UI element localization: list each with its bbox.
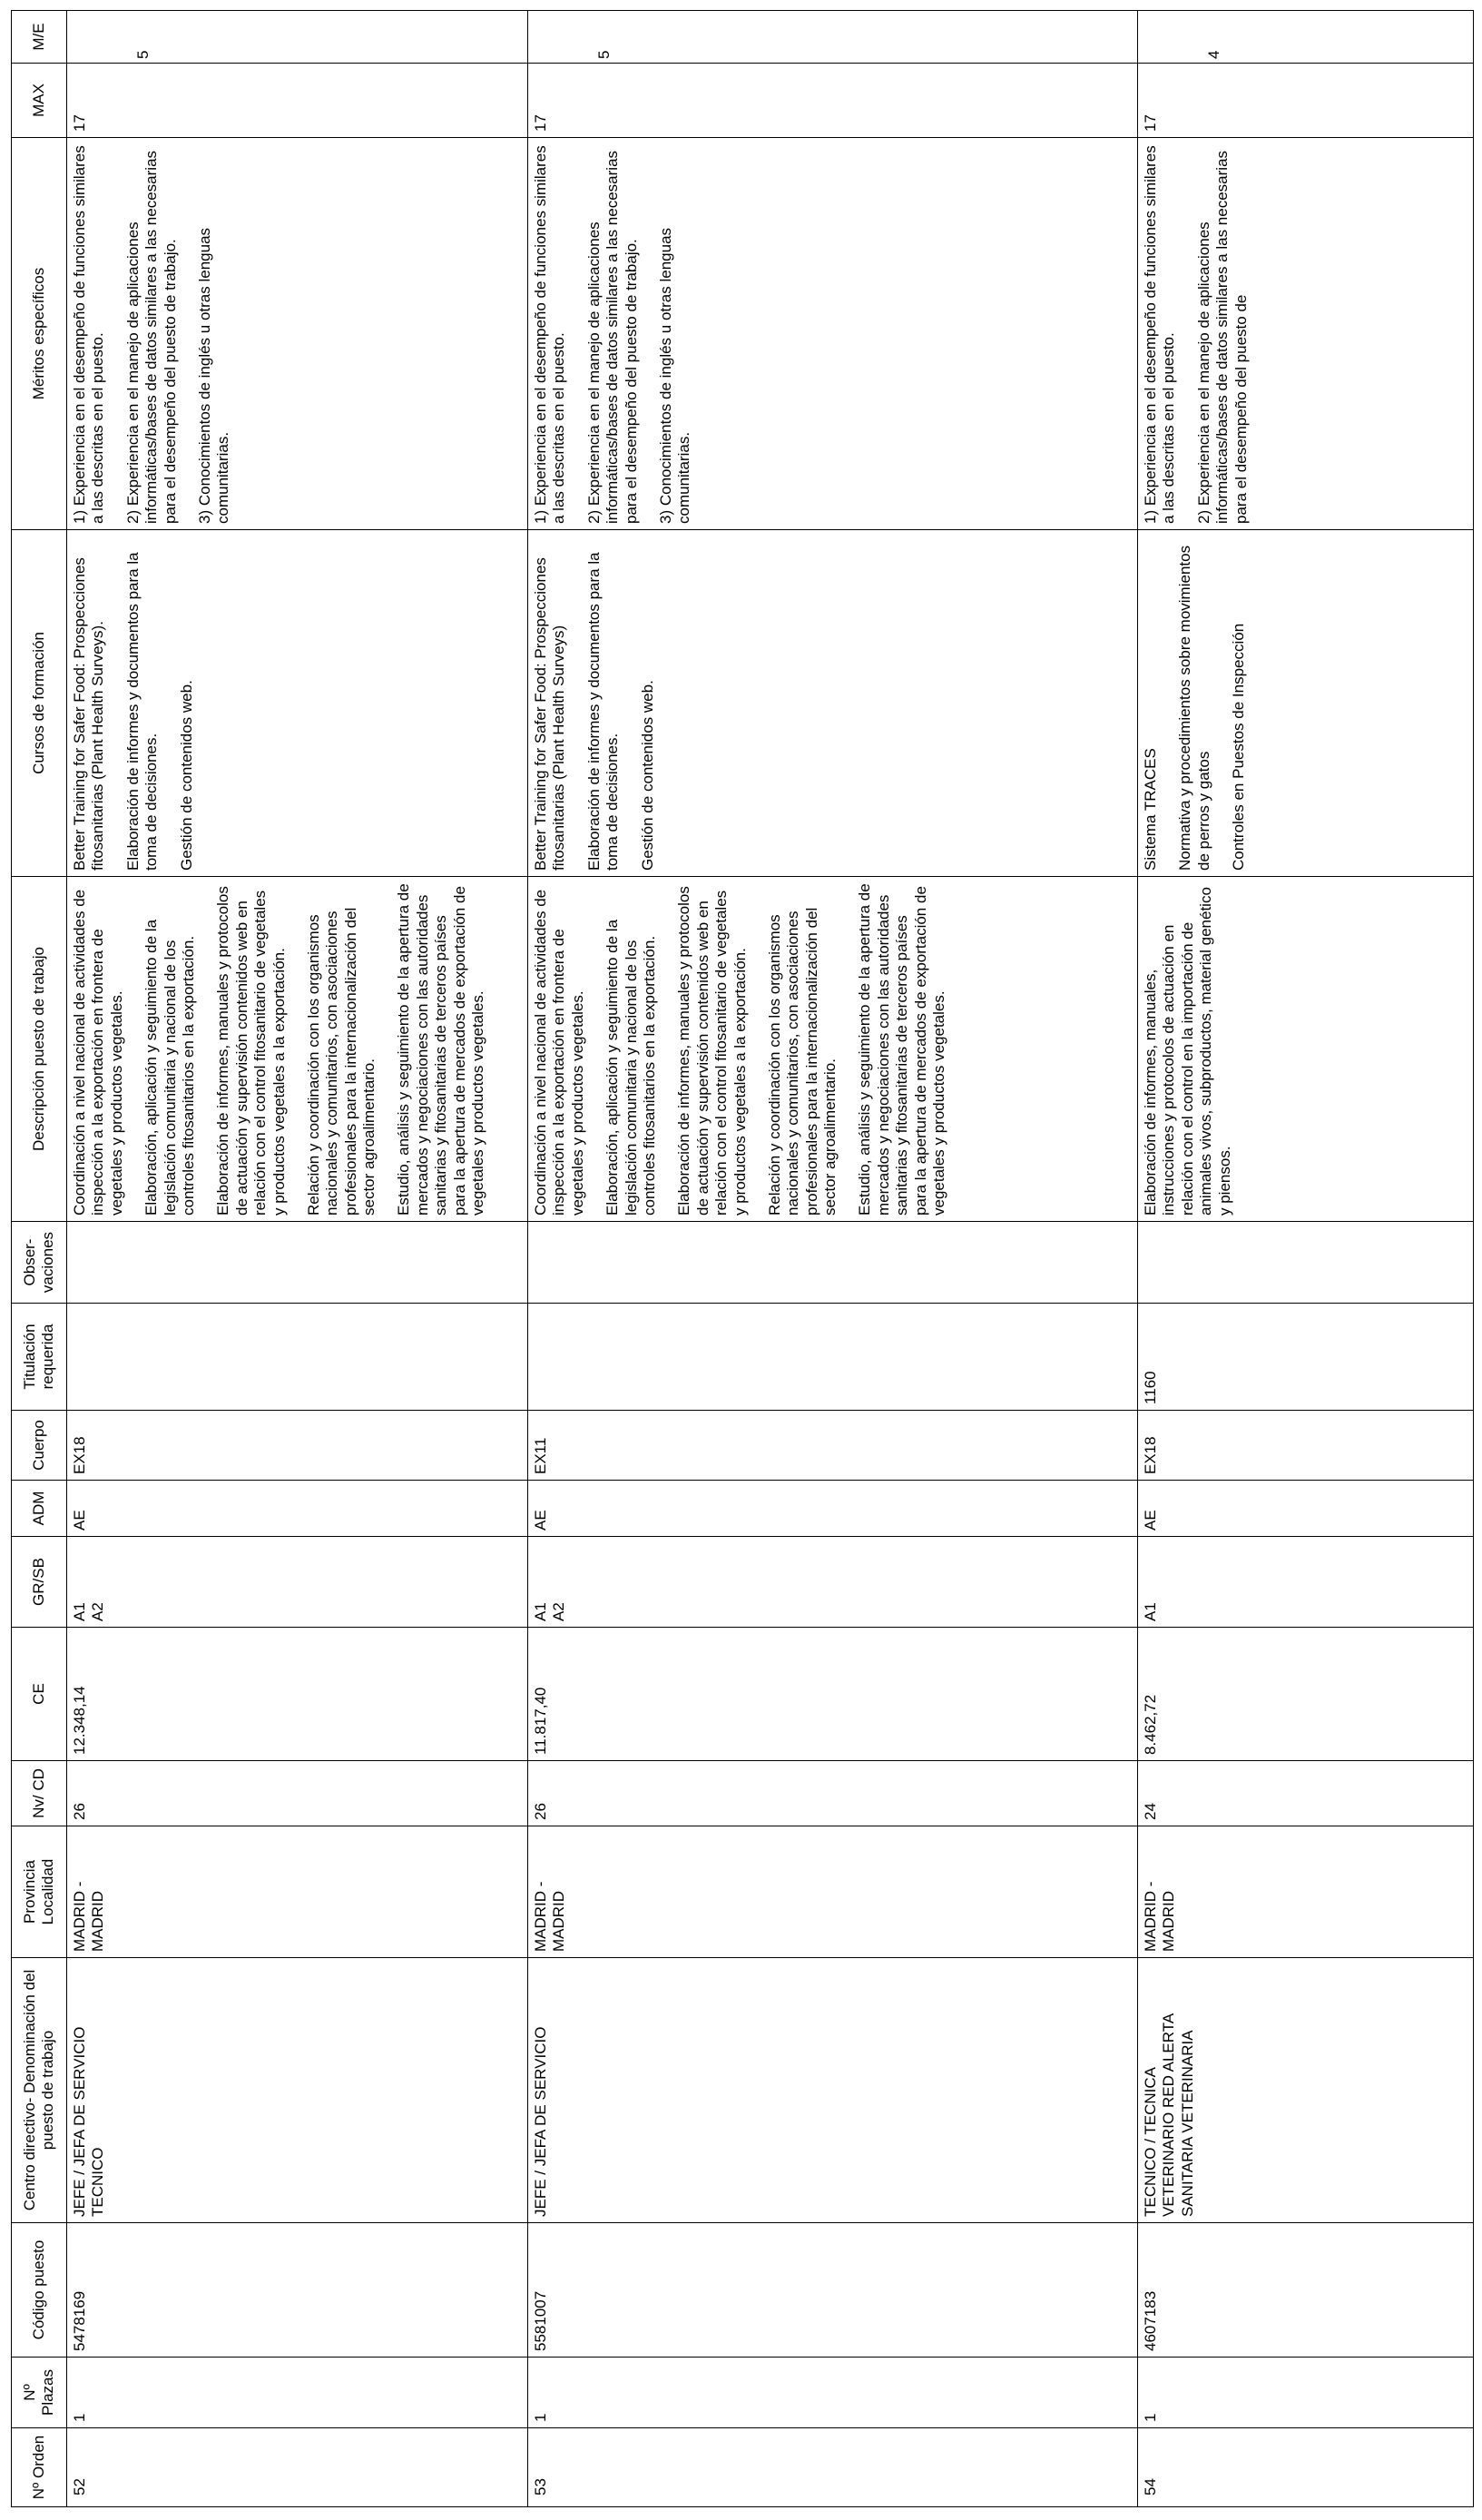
cell-ce: 11.817,40	[528, 1628, 1138, 1761]
cell-adm: AE	[1138, 1481, 1474, 1537]
descripcion-paragraph: Coordinación a nivel nacional de actividades de inspección a la exportación en frontera de vegetales y productos vegetales.	[532, 889, 586, 1216]
descripcion-paragraph: Relación y coordinación con los organismos nacionales y comunitarios, con asociaciones profesionales para la internacionalización del sector agroalimentario.	[765, 907, 839, 1216]
cell-orden: 54	[1138, 2428, 1474, 2507]
max-item: 5	[134, 50, 152, 59]
cell-grsb	[67, 1537, 528, 1628]
grsb-value-1: A1	[1142, 1602, 1159, 1621]
cell-nivel: 24	[1138, 1761, 1474, 1826]
merito-item: 2) Experiencia en el manejo de aplicaciones informáticas/bases de datos similares a las necesarias para el desempeño del puesto de trabajo.	[123, 150, 179, 524]
descripcion-paragraph: Elaboración, aplicación y seguimiento de la legislación comunitaria y nacional de los controles fitosanitarios en la exportación.	[604, 919, 658, 1216]
cell-orden: 52	[67, 2428, 528, 2507]
cell-provincia: MADRID - MADRID	[528, 1826, 1138, 1958]
grsb-value-1: A1	[71, 1602, 88, 1621]
cell-nivel: 26	[67, 1761, 528, 1826]
curso-item: Elaboración de informes y documentos para la toma de decisiones.	[123, 552, 161, 871]
descripcion-paragraph: Elaboración de informes, manuales, instrucciones y protocolos de actuación en relación con el control en la importación de animales vivos, subproductos, material genético y piensos.	[1142, 887, 1233, 1216]
cell-observaciones	[67, 1222, 528, 1304]
cell-meritos	[1138, 138, 1474, 530]
header-descripcion: Descripción puesto de trabajo	[12, 877, 67, 1222]
cell-codigo: 5581007	[528, 2223, 1138, 2358]
curso-item: Better Training for Safer Food: Prospecciones fitosanitarias (Plant Health Surveys)	[532, 557, 568, 871]
descripcion-paragraph: Elaboración de informes, manuales y protocolos de actuación y supervisión contenidos web en relación con el control fitosanitario de vegetales y productos vegetales a la exportación.	[675, 886, 749, 1216]
curso-item: Better Training for Safer Food: Prospecciones fitosanitarias (Plant Health Surveys).	[71, 557, 107, 871]
header-max: MAX	[12, 64, 67, 138]
descripcion-paragraph: Elaboración de informes, manuales y protocolos de actuación y supervisión contenidos web en relación con el control fitosanitario de vegetales y productos vegetales a la exportación.	[214, 886, 288, 1216]
merito-item: 2) Experiencia en el manejo de aplicaciones informáticas/bases de datos similares a las necesarias para el desempeño del puesto de	[1194, 150, 1250, 524]
descripcion-paragraph: Relación y coordinación con los organismos nacionales y comunitarios, con asociaciones profesionales para la internacionalización del sector agroalimentario.	[304, 907, 378, 1216]
merito-item: 1) Experiencia en el desempeño de funciones similares a las descritas en el puesto.	[1142, 145, 1178, 524]
cell-descripcion	[1138, 877, 1474, 1222]
curso-item: Controles en Puestos de Inspección	[1230, 623, 1248, 871]
cell-max	[67, 50, 528, 138]
header-plazas: Nº Plazas	[12, 2358, 67, 2428]
max-item: 4	[1205, 50, 1223, 59]
vacancies-table	[11, 10, 1474, 2507]
cell-centro: TECNICO / TECNICA VETERINARIO RED ALERTA SANITARIA VETERINARIA	[1138, 1958, 1474, 2223]
cell-cuerpo: EX18	[67, 1411, 528, 1481]
descripcion-paragraph: Estudio, análisis y seguimiento de la apertura de mercados y negociaciones con las autoridades sanitarias y fitosanitarias de terceros países para la apertura de mercados de exportación de vegetales y productos vegetales.	[856, 883, 948, 1216]
cell-codigo: 4607183	[1138, 2223, 1474, 2358]
merito-item: 1) Experiencia en el desempeño de funciones similares a las descritas en el puesto.	[71, 145, 107, 524]
max-total: 17	[71, 114, 88, 132]
cell-observaciones	[1138, 1222, 1474, 1304]
cell-centro: JEFE / JEFA DE SERVICIO	[528, 1958, 1138, 2223]
rotated-table-wrapper	[11, 11, 1474, 2507]
header-codigo: Código puesto	[12, 2223, 67, 2358]
cell-adm: AE	[67, 1481, 528, 1537]
max-total: 17	[1142, 114, 1159, 132]
cell-max	[528, 50, 1138, 138]
cell-codigo: 5478169	[67, 2223, 528, 2358]
cell-descripcion	[528, 877, 1138, 1222]
header-cursos: Cursos de formación	[12, 530, 67, 877]
cell-ce: 12.348,14	[67, 1628, 528, 1761]
cell-adm: AE	[528, 1481, 1138, 1537]
merito-item: 2) Experiencia en el manejo de aplicaciones informáticas/bases de datos similares a las necesarias para el desempeño del puesto de trabajo.	[584, 150, 640, 524]
table-row	[67, 11, 528, 2507]
curso-item: Sistema TRACES	[1142, 748, 1159, 871]
cell-plazas: 1	[528, 2358, 1138, 2428]
cell-titulacion	[528, 1304, 1138, 1411]
cell-grsb	[1138, 1537, 1474, 1628]
curso-item: Gestión de contenidos web.	[638, 680, 656, 871]
cell-cursos	[1138, 530, 1474, 877]
cell-centro: JEFE / JEFA DE SERVICIO TECNICO	[67, 1958, 528, 2223]
descripcion-paragraph: Estudio, análisis y seguimiento de la apertura de mercados y negociaciones con las autoridades sanitarias y fitosanitarias de terceros países para la apertura de mercados de exportación de vegetales y productos vegetales.	[395, 883, 487, 1216]
curso-item: Elaboración de informes y documentos para la toma de decisiones.	[584, 552, 622, 871]
header-nivel: Nv/ CD	[12, 1761, 67, 1826]
header-adm: ADM	[12, 1481, 67, 1537]
cell-provincia: MADRID - MADRID	[67, 1826, 528, 1958]
curso-item: Normativa y procedimientos sobre movimientos de perros y gatos	[1176, 545, 1212, 871]
cell-meritos	[67, 138, 528, 530]
cell-me	[1138, 11, 1474, 64]
merito-item: 3) Conocimientos de inglés u otras lenguas comunitarias.	[195, 227, 232, 524]
header-titulacion: Titulación requerida	[12, 1304, 67, 1411]
cell-plazas: 1	[1138, 2358, 1474, 2428]
cell-grsb	[528, 1537, 1138, 1628]
header-cuerpo: Cuerpo	[12, 1411, 67, 1481]
cell-provincia: MADRID - MADRID	[1138, 1826, 1474, 1958]
curso-item: Gestión de contenidos web.	[177, 680, 195, 871]
cell-me	[528, 11, 1138, 64]
header-me: M/E	[12, 11, 67, 64]
cell-observaciones	[528, 1222, 1138, 1304]
cell-cursos	[528, 530, 1138, 877]
cell-titulacion: 1160	[1138, 1304, 1474, 1411]
table-row	[1138, 11, 1474, 2507]
header-observaciones: Obser- vaciones	[12, 1222, 67, 1304]
cell-cursos	[67, 530, 528, 877]
cell-cuerpo: EX11	[528, 1411, 1138, 1481]
table-row	[528, 11, 1138, 2507]
header-centro: Centro directivo- Denominación del puesto de trabajo	[12, 1958, 67, 2223]
descripcion-paragraph: Elaboración, aplicación y seguimiento de la legislación comunitaria y nacional de los controles fitosanitarios en la exportación.	[142, 919, 197, 1216]
cell-meritos	[528, 138, 1138, 530]
header-grsb: GR/SB	[12, 1537, 67, 1628]
cell-max	[1138, 50, 1474, 138]
grsb-value-2: A2	[89, 1602, 107, 1621]
header-orden: Nº Orden	[12, 2428, 67, 2507]
header-ce: CE	[12, 1628, 67, 1761]
cell-descripcion	[67, 877, 528, 1222]
cell-titulacion	[67, 1304, 528, 1411]
cell-plazas: 1	[67, 2358, 528, 2428]
cell-cuerpo: EX18	[1138, 1411, 1474, 1481]
cell-orden: 53	[528, 2428, 1138, 2507]
grsb-value-1: A1	[532, 1602, 549, 1621]
max-item: 5	[595, 50, 613, 59]
header-provincia: Provincia Localidad	[12, 1826, 67, 1958]
max-total: 17	[532, 114, 549, 132]
header-row	[12, 11, 67, 2507]
merito-item: 1) Experiencia en el desempeño de funciones similares a las descritas en el puesto.	[532, 145, 568, 524]
merito-item: 3) Conocimientos de inglés u otras lenguas comunitarias.	[656, 227, 693, 524]
header-meritos: Méritos específicos	[12, 138, 67, 530]
cell-ce: 8.462,72	[1138, 1628, 1474, 1761]
grsb-value-2: A2	[550, 1602, 568, 1621]
cell-nivel: 26	[528, 1761, 1138, 1826]
descripcion-paragraph: Coordinación a nivel nacional de actividades de inspección a la exportación en frontera de vegetales y productos vegetales.	[71, 889, 125, 1216]
